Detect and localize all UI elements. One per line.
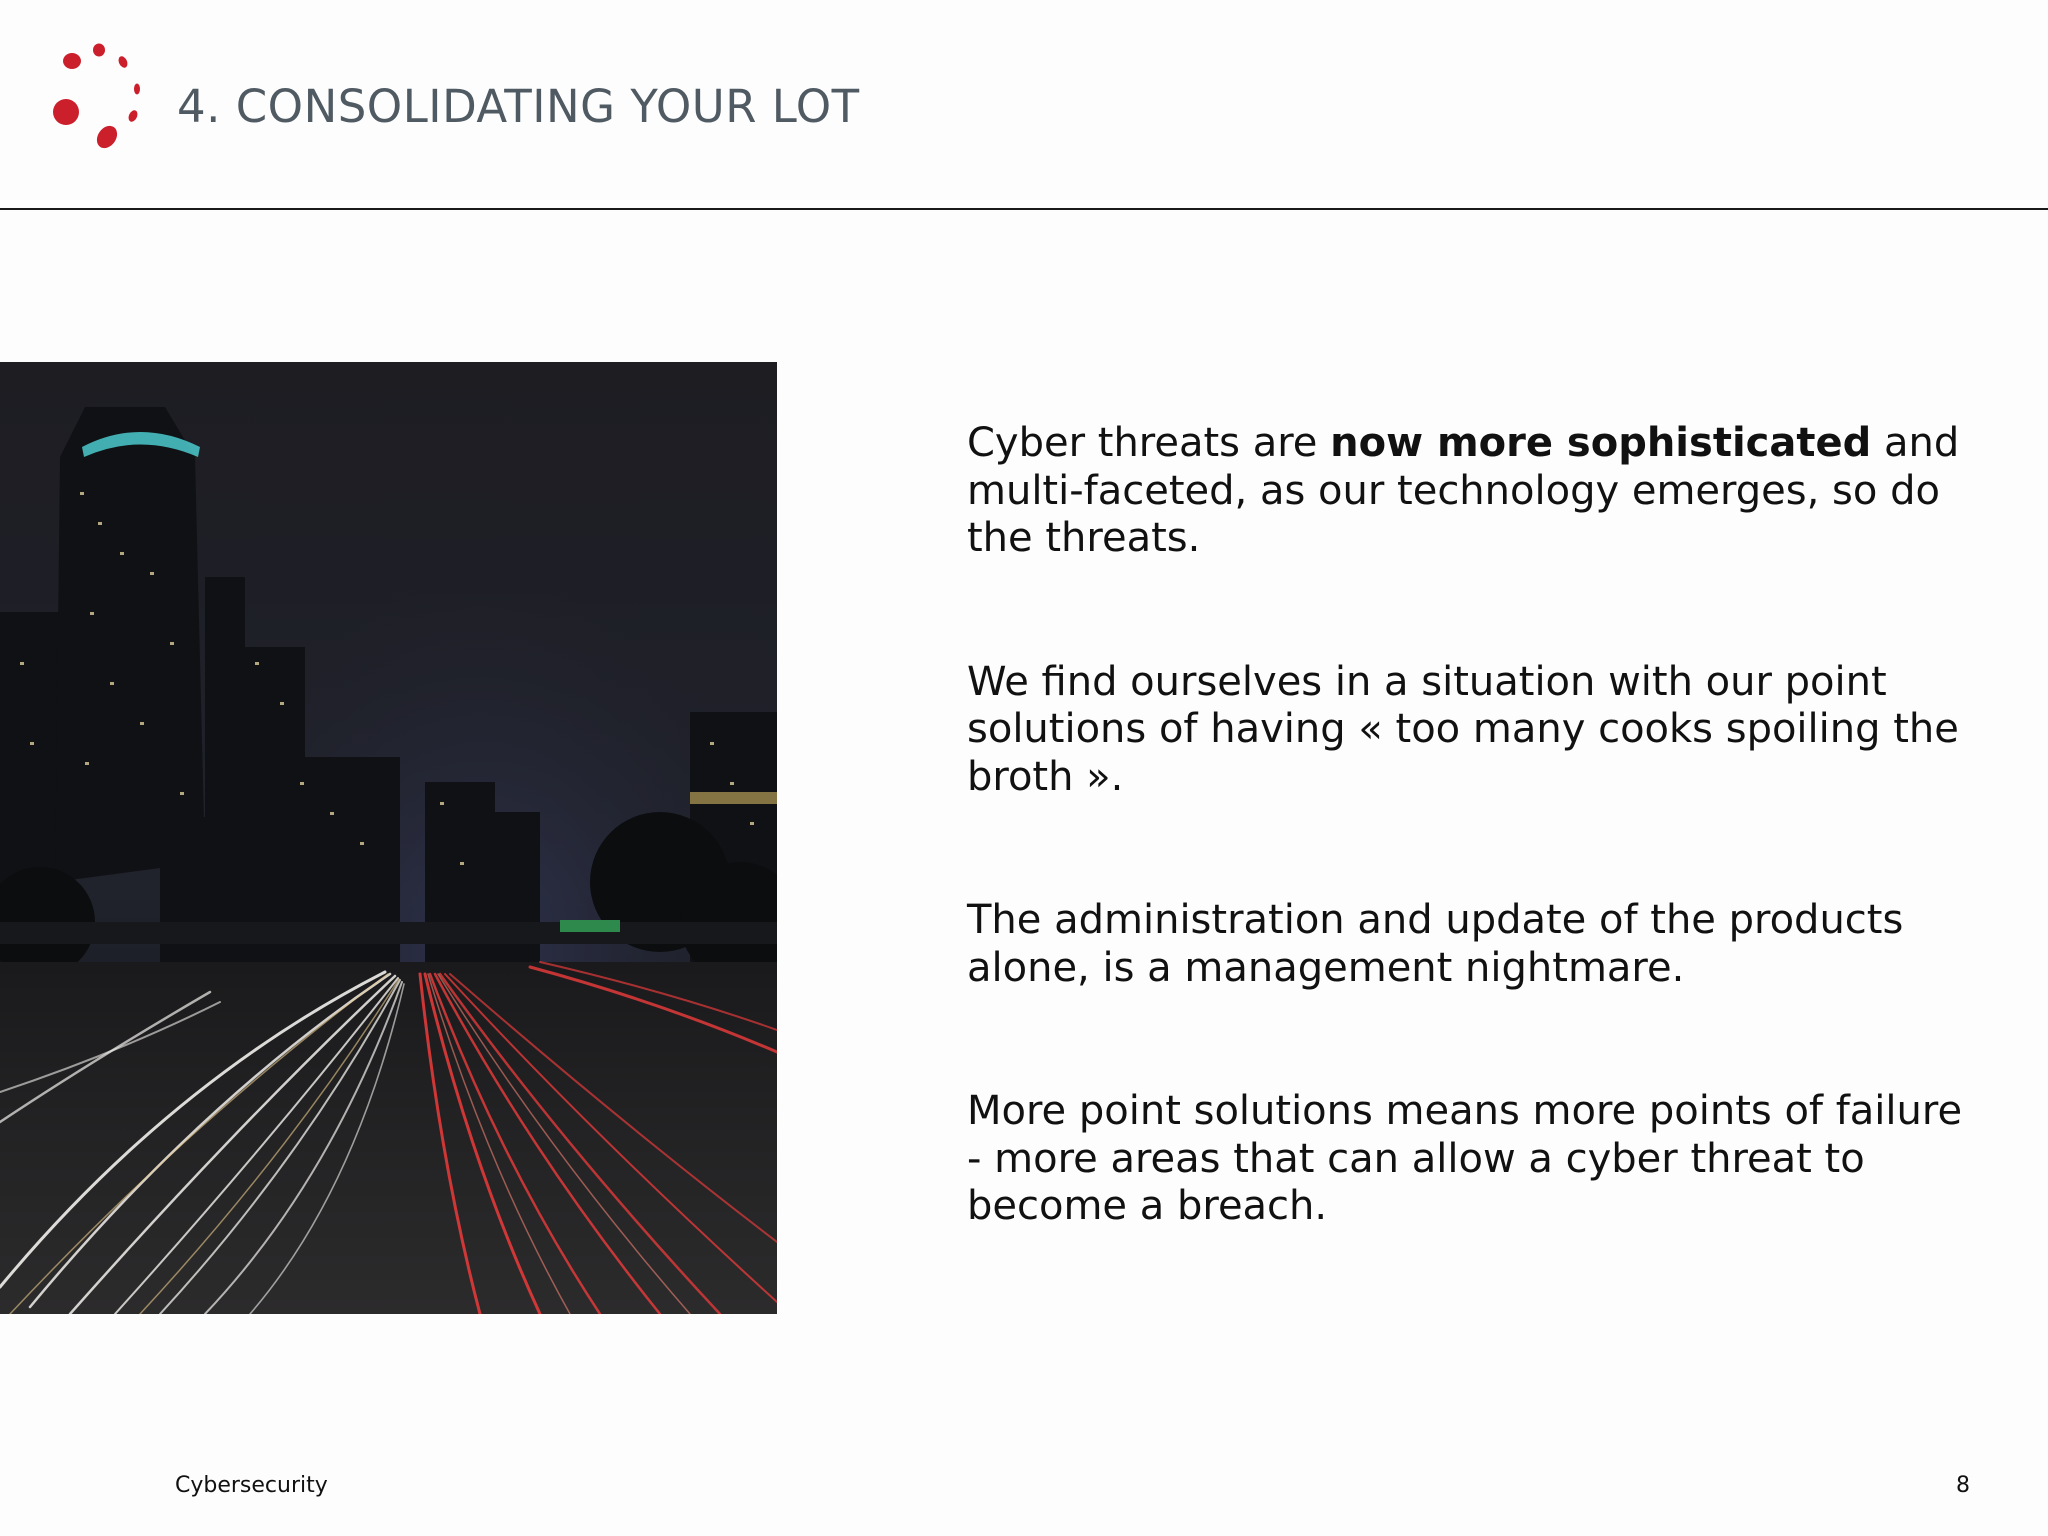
footer-label: Cybersecurity xyxy=(175,1473,328,1498)
paragraph-administration: The administration and update of the products alone, is a management nightmare. xyxy=(967,897,1904,991)
body-text xyxy=(967,420,1967,1231)
company-logo-icon xyxy=(40,38,152,160)
city-highway-photo xyxy=(0,362,777,1314)
header-divider xyxy=(0,208,2048,210)
emphasis-text: now more sophisticated xyxy=(1330,420,1872,466)
paragraph-point-solutions: We find ourselves in a situation with our point solutions of having « too many cooks spoiling the broth ». xyxy=(967,658,1959,800)
paragraph-threats: Cyber threats are now more sophisticated and multi-faceted, as our technology emerges, so do the threats. xyxy=(967,420,1960,561)
paragraph-failure-points: More point solutions means more points of failure - more areas that can allow a cyber threat to become a breach. xyxy=(967,1088,1963,1229)
page-number: 8 xyxy=(1956,1473,1970,1498)
page-title: 4. CONSOLIDATING YOUR LOT xyxy=(177,80,860,133)
